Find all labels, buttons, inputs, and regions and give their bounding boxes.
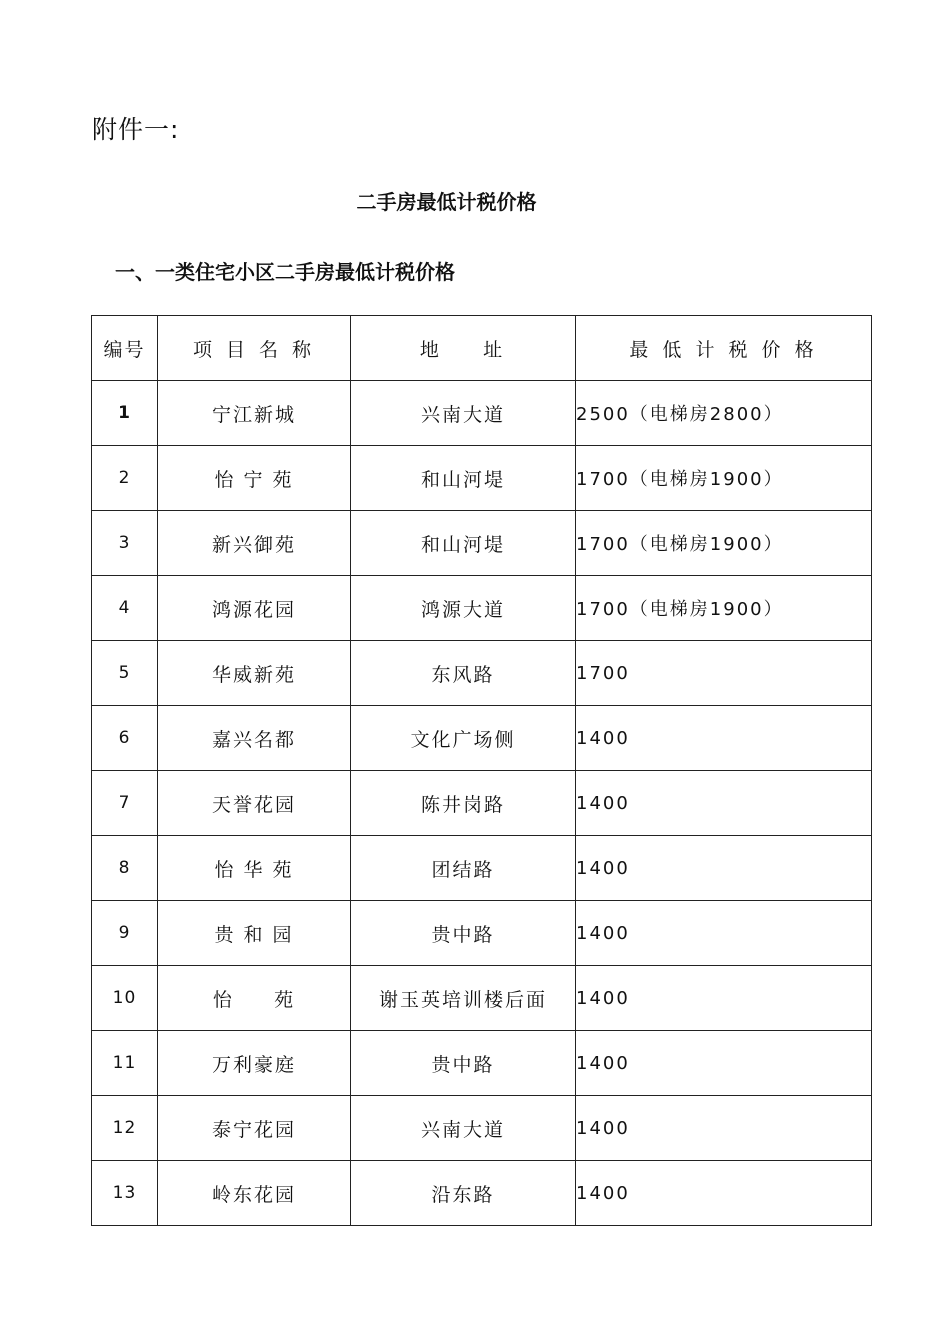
document-title: 二手房最低计税价格 (356, 190, 537, 214)
table-row (92, 511, 872, 576)
row-address: 贵中路 (351, 901, 576, 966)
table-row (92, 446, 872, 511)
row-number: 4 (92, 576, 158, 641)
header-number: 编号 (92, 316, 158, 381)
row-min-tax-price: 1400 (576, 966, 872, 1031)
row-number: 5 (92, 641, 158, 706)
header-address: 地 址 (351, 316, 576, 381)
table-row (92, 641, 872, 706)
row-min-tax-price: 1700（电梯房1900） (576, 576, 872, 641)
row-number: 10 (92, 966, 158, 1031)
row-project-name: 华威新苑 (158, 641, 351, 706)
row-address: 和山河堤 (351, 511, 576, 576)
row-min-tax-price: 1400 (576, 836, 872, 901)
row-project-name: 新兴御苑 (158, 511, 351, 576)
price-table (91, 315, 872, 1226)
row-address: 鸿源大道 (351, 576, 576, 641)
table-row (92, 1031, 872, 1096)
row-number: 2 (92, 446, 158, 511)
row-min-tax-price: 1400 (576, 706, 872, 771)
row-number: 8 (92, 836, 158, 901)
row-address: 文化广场侧 (351, 706, 576, 771)
row-project-name: 岭东花园 (158, 1161, 351, 1226)
table-row (92, 1096, 872, 1161)
row-project-name: 怡 苑 (158, 966, 351, 1031)
row-number: 13 (92, 1161, 158, 1226)
row-project-name: 嘉兴名都 (158, 706, 351, 771)
row-min-tax-price: 1400 (576, 901, 872, 966)
row-project-name: 泰宁花园 (158, 1096, 351, 1161)
row-number: 1 (92, 381, 158, 446)
table-row (92, 706, 872, 771)
row-project-name: 鸿源花园 (158, 576, 351, 641)
row-number: 12 (92, 1096, 158, 1161)
row-address: 兴南大道 (351, 1096, 576, 1161)
row-min-tax-price: 1400 (576, 1031, 872, 1096)
row-project-name: 万利豪庭 (158, 1031, 351, 1096)
table-row (92, 381, 872, 446)
row-min-tax-price: 1700（电梯房1900） (576, 511, 872, 576)
table-row (92, 771, 872, 836)
row-min-tax-price: 1700 (576, 641, 872, 706)
row-address: 和山河堤 (351, 446, 576, 511)
table-row (92, 966, 872, 1031)
table-row (92, 836, 872, 901)
row-min-tax-price: 1400 (576, 1096, 872, 1161)
section-heading: 一、一类住宅小区二手房最低计税价格 (115, 260, 455, 284)
row-project-name: 贵 和 园 (158, 901, 351, 966)
row-number: 11 (92, 1031, 158, 1096)
row-project-name: 怡 华 苑 (158, 836, 351, 901)
row-address: 团结路 (351, 836, 576, 901)
row-address: 谢玉英培训楼后面 (351, 966, 576, 1031)
table-row (92, 576, 872, 641)
row-address: 兴南大道 (351, 381, 576, 446)
header-min-tax-price: 最 低 计 税 价 格 (576, 316, 872, 381)
row-number: 3 (92, 511, 158, 576)
row-address: 陈井岗路 (351, 771, 576, 836)
row-number: 6 (92, 706, 158, 771)
header-project-name: 项 目 名 称 (158, 316, 351, 381)
row-address: 东风路 (351, 641, 576, 706)
table-row (92, 1161, 872, 1226)
table-row (92, 901, 872, 966)
row-min-tax-price: 1700（电梯房1900） (576, 446, 872, 511)
row-address: 沿东路 (351, 1161, 576, 1226)
attachment-label: 附件一: (92, 115, 180, 144)
row-number: 9 (92, 901, 158, 966)
row-min-tax-price: 1400 (576, 771, 872, 836)
row-project-name: 宁江新城 (158, 381, 351, 446)
table-header-row (92, 316, 872, 381)
row-min-tax-price: 1400 (576, 1161, 872, 1226)
row-min-tax-price: 2500（电梯房2800） (576, 381, 872, 446)
row-number: 7 (92, 771, 158, 836)
row-address: 贵中路 (351, 1031, 576, 1096)
row-project-name: 怡 宁 苑 (158, 446, 351, 511)
row-project-name: 天誉花园 (158, 771, 351, 836)
